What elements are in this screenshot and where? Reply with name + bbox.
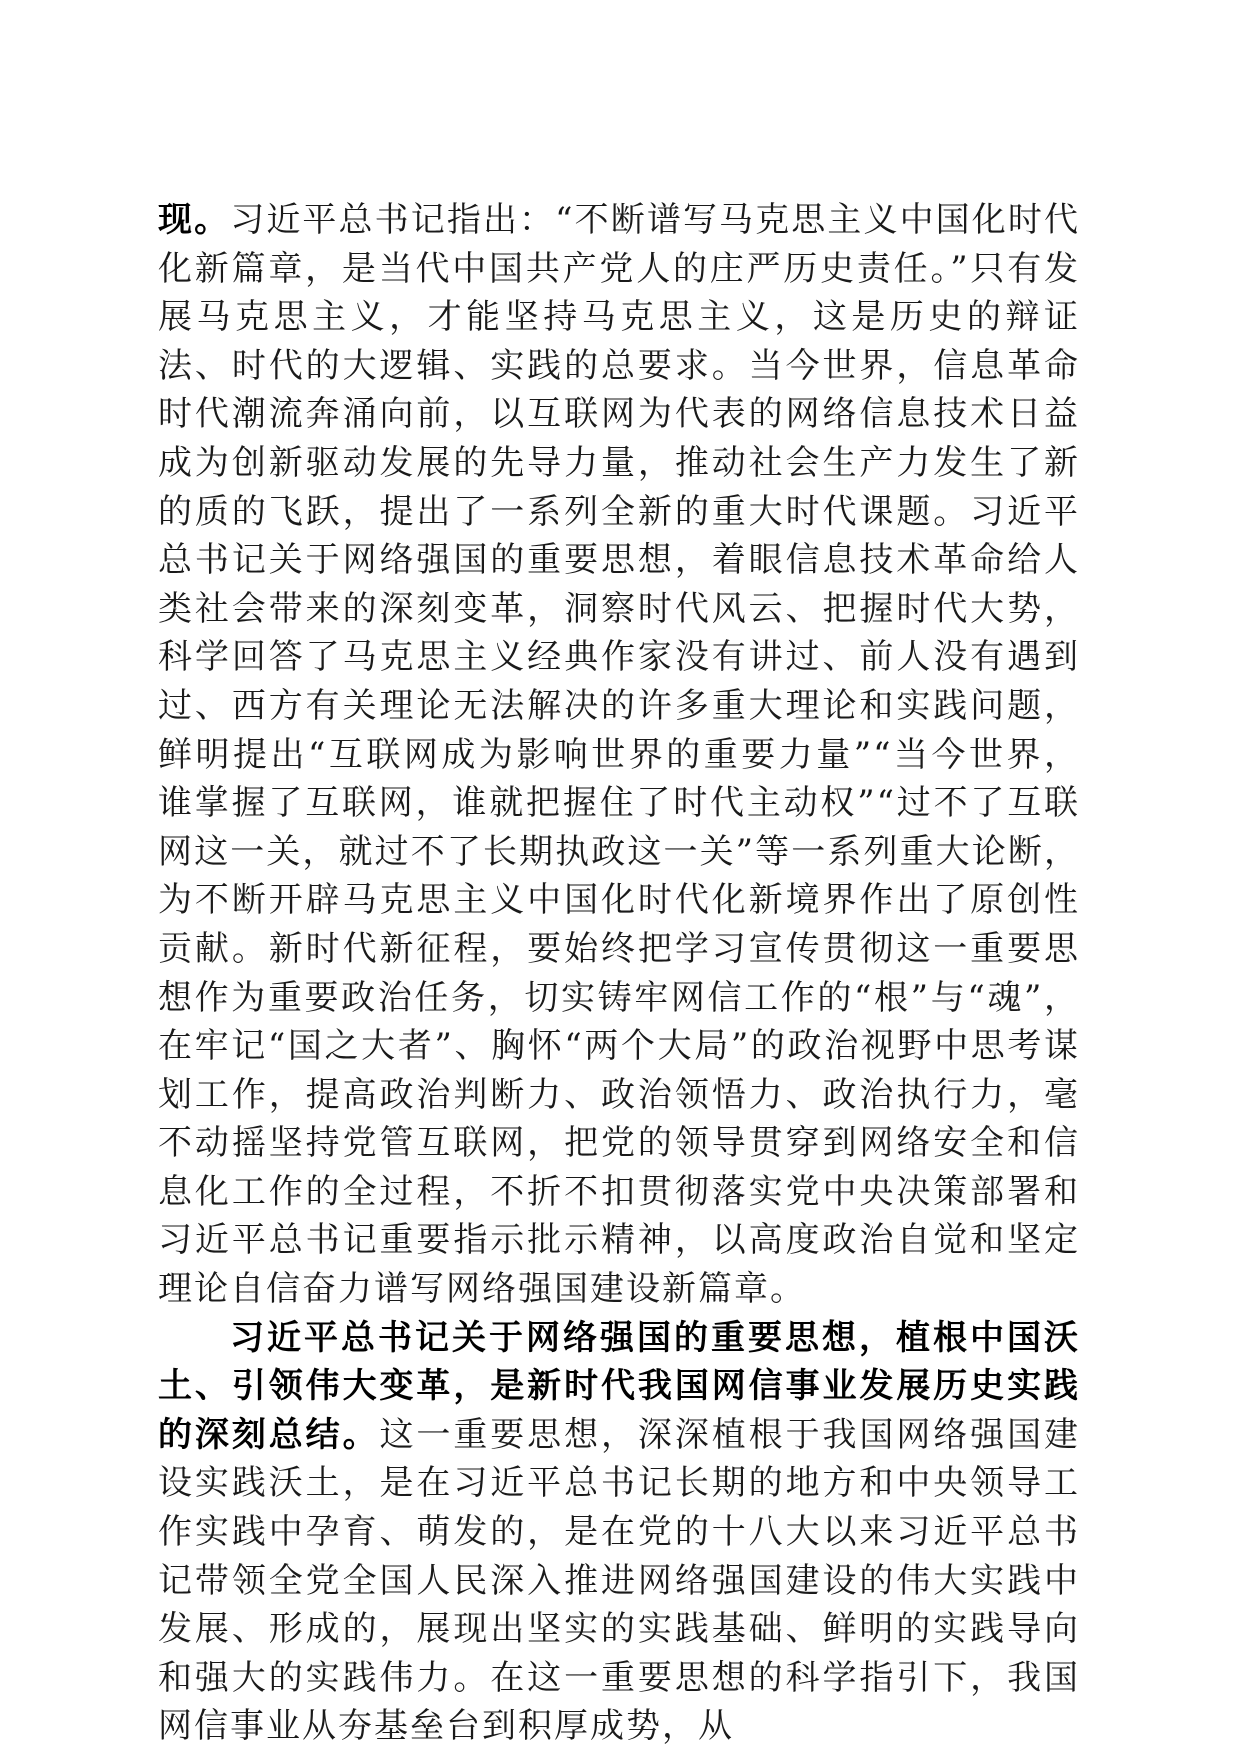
- paragraph-2-bold-lead: 习近平总书记关于网络强国的重要思想，植根中国沃土、引领伟大变革，是新时代我国网信事业发展历史实践的深刻总结。: [158, 1317, 1080, 1455]
- paragraph-2-text: 这一重要思想，深深植根于我国网络强国建设实践沃土，是在习近平总书记长期的地方和中央领导工作实践中孕育、萌发的，是在党的十八大以来习近平总书记带领全党全国人民深入推进网络强国建设的伟大实践中发展、形成的，展现出坚实的实践基础、鲜明的实践导向和强大的实践伟力。在这一重要思想的科学指引下，我国网信事业从夯基垒台到积厚成势，从: [158, 1414, 1080, 1747]
- paragraph-2: [158, 1314, 1080, 1751]
- document-body: [158, 196, 1080, 1751]
- paragraph-1-text: 习近平总书记指出：“不断谱写马克思主义中国化时代化新篇章，是当代中国共产党人的庄严历史责任。”只有发展马克思主义，才能坚持马克思主义，这是历史的辩证法、时代的大逻辑、实践的总要求。当今世界，信息革命时代潮流奔涌向前，以互联网为代表的网络信息技术日益成为创新驱动发展的先导力量，推动社会生产力发生了新的质的飞跃，提出了一系列全新的重大时代课题。习近平总书记关于网络强国的重要思想，着眼信息技术革命给人类社会带来的深刻变革，洞察时代风云、把握时代大势，科学回答了马克思主义经典作家没有讲过、前人没有遇到过、西方有关理论无法解决的许多重大理论和实践问题，鲜明提出“互联网成为影响世界的重要力量”“当今世界，谁掌握了互联网，谁就把握住了时代主动权”“过不了互联网这一关，就过不了长期执政这一关”等一系列重大论断，为不断开辟马克思主义中国化时代化新境界作出了原创性贡献。新时代新征程，要始终把学习宣传贯彻这一重要思想作为重要政治任务，切实铸牢网信工作的“根”与“魂”，在牢记“国之大者”、胸怀“两个大局”的政治视野中思考谋划工作，提高政治判断力、政治领悟力、政治执行力，毫不动摇坚持党管互联网，把党的领导贯穿到网络安全和信息化工作的全过程，不折不扣贯彻落实党中央决策部署和习近平总书记重要指示批示精神，以高度政治自觉和坚定理论自信奋力谱写网络强国建设新篇章。: [158, 200, 1080, 1310]
- paragraph-1-bold-lead: 现。: [158, 200, 231, 240]
- paragraph-1: [158, 196, 1080, 1314]
